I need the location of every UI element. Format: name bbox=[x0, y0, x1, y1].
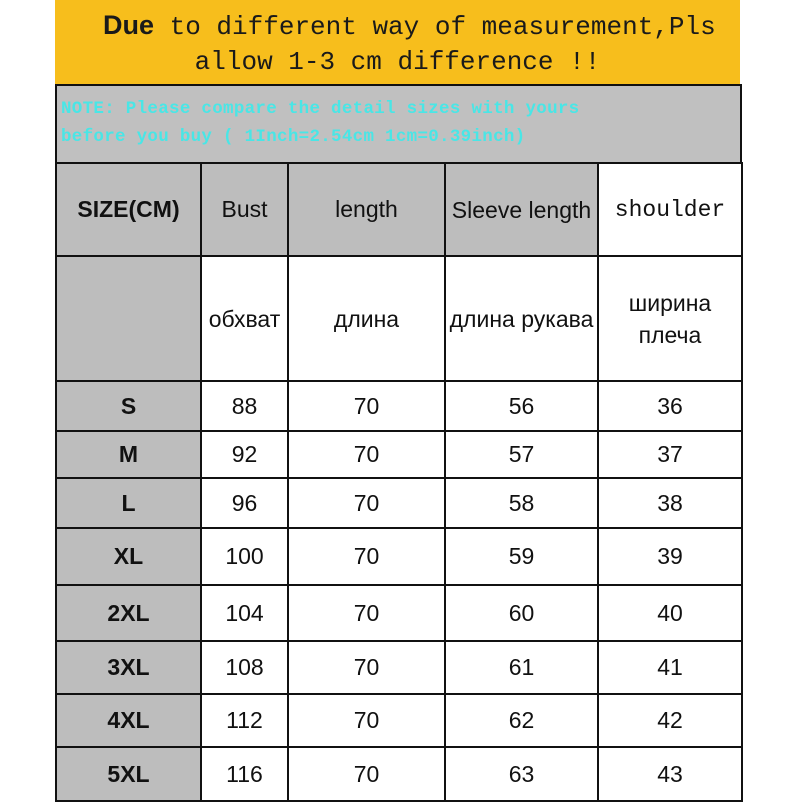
warning-banner bbox=[55, 0, 740, 84]
size-label: 5XL bbox=[56, 747, 201, 801]
bust-value: 112 bbox=[201, 694, 288, 747]
header-row-russian bbox=[56, 256, 742, 381]
header-sleeve-length bbox=[445, 163, 598, 256]
header-ru-empty bbox=[56, 256, 201, 381]
table-row bbox=[56, 478, 742, 528]
length-value: 70 bbox=[288, 381, 445, 431]
size-chart-table bbox=[55, 162, 743, 802]
banner-line-2: allow 1-3 cm difference !! bbox=[194, 47, 601, 77]
bust-value: 116 bbox=[201, 747, 288, 801]
header-ru-sleeve: длина рукава bbox=[445, 256, 598, 381]
header-sleeve-length-text: Sleeve length bbox=[451, 196, 592, 223]
banner-line-1-rest: to different way of measurement,Pls bbox=[154, 12, 716, 42]
bust-value: 104 bbox=[201, 585, 288, 641]
table-row bbox=[56, 694, 742, 747]
size-label: M bbox=[56, 431, 201, 478]
size-label: 2XL bbox=[56, 585, 201, 641]
length-value: 70 bbox=[288, 747, 445, 801]
header-size: SIZE(CM) bbox=[56, 163, 201, 256]
header-ru-length: длина bbox=[288, 256, 445, 381]
table-row bbox=[56, 528, 742, 585]
bust-value: 92 bbox=[201, 431, 288, 478]
header-shoulder: shoulder bbox=[598, 163, 742, 256]
length-value: 70 bbox=[288, 431, 445, 478]
shoulder-value: 41 bbox=[598, 641, 742, 694]
shoulder-value: 39 bbox=[598, 528, 742, 585]
bust-value: 88 bbox=[201, 381, 288, 431]
bust-value: 108 bbox=[201, 641, 288, 694]
sleeve-value: 61 bbox=[445, 641, 598, 694]
shoulder-value: 38 bbox=[598, 478, 742, 528]
sleeve-value: 56 bbox=[445, 381, 598, 431]
table-row bbox=[56, 381, 742, 431]
sleeve-value: 62 bbox=[445, 694, 598, 747]
size-label: 4XL bbox=[56, 694, 201, 747]
table-row bbox=[56, 585, 742, 641]
shoulder-value: 37 bbox=[598, 431, 742, 478]
header-ru-shoulder: ширина плеча bbox=[598, 256, 742, 381]
bust-value: 96 bbox=[201, 478, 288, 528]
length-value: 70 bbox=[288, 478, 445, 528]
table-row bbox=[56, 431, 742, 478]
table-row bbox=[56, 747, 742, 801]
size-label: XL bbox=[56, 528, 201, 585]
shoulder-value: 43 bbox=[598, 747, 742, 801]
note-line-1: NOTE: Please compare the detail sizes with yours bbox=[61, 99, 580, 119]
sleeve-value: 58 bbox=[445, 478, 598, 528]
length-value: 70 bbox=[288, 585, 445, 641]
shoulder-value: 40 bbox=[598, 585, 742, 641]
note-line-2: before you buy ( 1Inch=2.54cm 1cm=0.39inch) bbox=[61, 127, 526, 147]
sleeve-value: 63 bbox=[445, 747, 598, 801]
header-length: length bbox=[288, 163, 445, 256]
note-box bbox=[55, 84, 742, 162]
size-label: S bbox=[56, 381, 201, 431]
sleeve-value: 57 bbox=[445, 431, 598, 478]
header-row-english bbox=[56, 163, 742, 256]
sleeve-value: 59 bbox=[445, 528, 598, 585]
bust-value: 100 bbox=[201, 528, 288, 585]
banner-due: Due bbox=[103, 10, 155, 40]
table-row bbox=[56, 641, 742, 694]
length-value: 70 bbox=[288, 694, 445, 747]
banner-line-1 bbox=[103, 10, 723, 42]
header-ru-bust: обхват bbox=[201, 256, 288, 381]
size-label: L bbox=[56, 478, 201, 528]
shoulder-value: 42 bbox=[598, 694, 742, 747]
length-value: 70 bbox=[288, 641, 445, 694]
size-label: 3XL bbox=[56, 641, 201, 694]
length-value: 70 bbox=[288, 528, 445, 585]
sleeve-value: 60 bbox=[445, 585, 598, 641]
header-bust: Bust bbox=[201, 163, 288, 256]
shoulder-value: 36 bbox=[598, 381, 742, 431]
